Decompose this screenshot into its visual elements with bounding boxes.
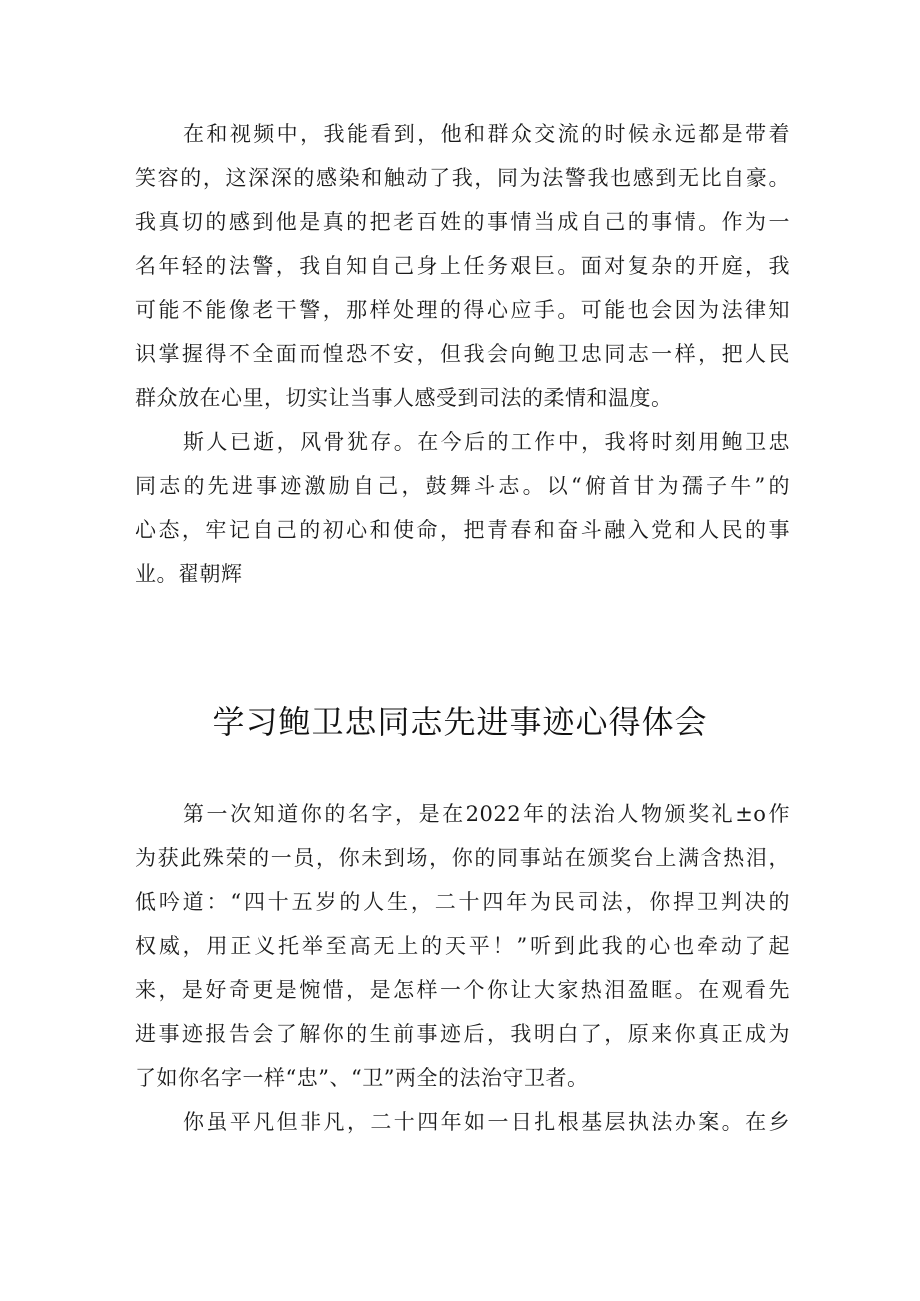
text-line: 同志的先进事迹激励自己，鼓舞斗志。以“俯首甘为孺子牛”的 — [135, 474, 790, 498]
text-line: 低吟道：“四十五岁的人生，二十四年为民司法，你捍卫判决的 — [135, 890, 790, 914]
text-line: 群众放在心里，切实让当事人感受到司法的柔情和温度。 — [135, 386, 673, 410]
article-title: 学习鲍卫忠同志先进事迹心得体会 — [212, 703, 708, 741]
text-line: 可能不能像老干警，那样处理的得心应手。可能也会因为法律知 — [135, 298, 790, 322]
text-line: 进事迹报告会了解你的生前事迹后，我明白了，原来你真正成为 — [135, 1022, 790, 1046]
text-line: 了如你名字一样“忠”、“卫”两全的法治守卫者。 — [135, 1066, 589, 1090]
text-line: 斯人已逝，风骨犹存。在今后的工作中，我将时刻用鲍卫忠 — [183, 430, 790, 454]
text-line: 第一次知道你的名字，是在2022年的法治人物颁奖礼±o作 — [183, 802, 790, 826]
text-line: 权威，用正义托举至高无上的天平！”听到此我的心也牵动了起 — [135, 934, 790, 958]
text-line: 来，是好奇更是惋惜，是怎样一个你让大家热泪盈眶。在观看先 — [135, 978, 790, 1002]
text-line: 我真切的感到他是真的把老百姓的事情当成自己的事情。作为一 — [135, 210, 790, 234]
paragraph — [135, 420, 790, 596]
text-line: 你虽平凡但非凡，二十四年如一日扎根基层执法办案。在乡 — [183, 1110, 790, 1134]
paragraph — [135, 112, 790, 420]
text-line: 笑容的，这深深的感染和触动了我，同为法警我也感到无比自豪。 — [135, 166, 790, 190]
text-line: 识掌握得不全面而惶恐不安，但我会向鲍卫忠同志一样，把人民 — [135, 342, 790, 366]
text-line: 为获此殊荣的一员，你未到场，你的同事站在颁奖台上满含热泪， — [135, 846, 790, 870]
text-line: 业。翟朝辉 — [135, 562, 243, 586]
text-line: 在和视频中，我能看到，他和群众交流的时候永远都是带着 — [183, 122, 790, 146]
paragraph — [135, 1100, 790, 1144]
text-line: 名年轻的法警，我自知自己身上任务艰巨。面对复杂的开庭，我 — [135, 254, 790, 278]
section-2 — [135, 792, 790, 1144]
section-1 — [135, 112, 790, 596]
paragraph — [135, 792, 790, 1100]
text-line: 心态，牢记自己的初心和使命，把青春和奋斗融入党和人民的事 — [135, 518, 790, 542]
